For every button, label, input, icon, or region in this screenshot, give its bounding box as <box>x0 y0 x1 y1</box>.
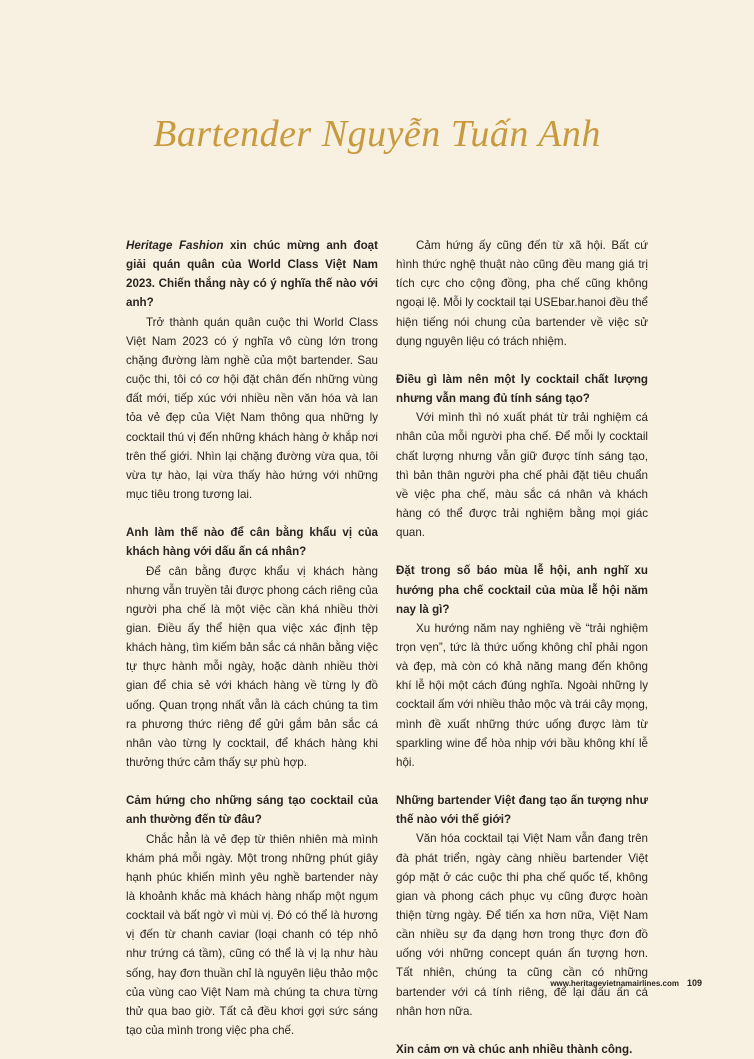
answer-4: Với mình thì nó xuất phát từ trải nghiệm cá nhân của mỗi người pha chế. Để mỗi ly cocktail chất lượng nhưng vẫn giữ được tính sáng tạo, thì bản thân người pha chế phải đặt tiêu chuẩn về việc pha chế, màu sắc cá nhân và khách hàng có thể được trải nghiệm bằng mọi giác quan. <box>396 411 648 540</box>
answer-1: Trở thành quán quân cuộc thi World Class Việt Nam 2023 có ý nghĩa vô cùng lớn trong chặng đường làm nghề của một bartender. Sau cuộc thi, tôi có cơ hội đặt chân đến những vùng đất mới, tiếp xúc với nhiều nền văn hóa và lan tỏa vẻ đẹp của Việt Nam thông qua những ly cocktail thú vị đến những khách hàng ở khắp nơi trên thế giới. Nhìn lại chặng đường vừa qua, tôi vừa tự hào, lại vừa thấy hào hứng với những mục tiêu trong tương lai. <box>126 315 378 502</box>
answer-3: Chắc hẳn là vẻ đẹp từ thiên nhiên mà mình khám phá mỗi ngày. Một trong những phút giây hạnh phúc khiến mình yêu nghề bartender này là khoảnh khắc mà khách hàng nhấp một ngụm cocktail và bất ngờ vì mùi vị. Đó có thể là hương vị đến từ chanh caviar (loại chanh có tép nhỏ như trứng cá tầm), cũng có thể là vị lạ như hàu sống, hay đơn thuần chỉ là nguyên liệu thảo mộc của vùng cao Việt Nam mà chúng ta chưa từng thử qua bao giờ. Tất cả đều khơi gợi sức sáng tạo của mình trong việc pha chế. <box>126 832 378 1038</box>
question-3: Cảm hứng cho những sáng tạo cocktail của anh thường đến từ đâu? <box>126 794 378 827</box>
footer-url: www.heritagevietnamairlines.com <box>550 979 679 988</box>
closing-line: Xin cảm ơn và chúc anh nhiều thành công. <box>396 1042 633 1056</box>
article-title: Bartender Nguyễn Tuấn Anh <box>153 113 601 155</box>
right-column <box>396 236 648 1059</box>
answer-6: Văn hóa cocktail tại Việt Nam vẫn đang trên đà phát triển, ngày càng nhiều bartender Việt góp mặt ở các cuộc thi pha chế quốc tế, không gian và phong cách phục vụ cũng được hoàn thiện từng ngày. Để tiến xa hơn nữa, Việt Nam cần nhiều sự đa dạng hơn trong thực đơn đồ uống với những concept quán ấn tượng hơn. Tất nhiên, chúng ta cũng cần có những bartender với cá tính riêng, để lại dấu ấn cá nhân hơn nữa. <box>396 832 648 1018</box>
question-5: Đặt trong số báo mùa lễ hội, anh nghĩ xu hướng pha chế cocktail của mùa lễ hội năm nay là gì? <box>396 564 648 616</box>
question-1: Heritage Fashion xin chúc mừng anh đoạt giải quán quân của World Class Việt Nam 2023. Chiến thắng này có ý nghĩa thế nào với anh? <box>126 239 378 310</box>
page-footer <box>550 978 702 988</box>
question-6: Những bartender Việt đang tạo ấn tượng như thế nào với thế giới? <box>396 794 648 827</box>
page-number: 109 <box>686 978 702 988</box>
answer-2: Để cân bằng được khẩu vị khách hàng nhưng vẫn truyền tải được phong cách riêng của người pha chế là một việc cần khá nhiều thời gian. Điều ấy thể hiện qua việc xác định tệp khách hàng, tìm kiếm bản sắc cá nhân bằng việc tự thực hành mỗi ngày, hoặc dành nhiều thời gian để chia sẻ với khách hàng về từng ly đồ uống. Quan trọng nhất vẫn là cách chúng ta tìm ra phương thức riêng để gửi gắm bản sắc cá nhân vào từng ly cocktail, để khách hàng khi thưởng thức cảm thấy sự phù hợp. <box>126 564 378 770</box>
left-column <box>126 236 378 1040</box>
question-4: Điều gì làm nên một ly cocktail chất lượng nhưng vẫn mang đủ tính sáng tạo? <box>396 372 648 406</box>
question-2: Anh làm thế nào để cân bằng khẩu vị của khách hàng với dấu ấn cá nhân? <box>126 526 378 559</box>
answer-3-continued: Cảm hứng ấy cũng đến từ xã hội. Bất cứ hình thức nghệ thuật nào cũng đều mang giá trị tích cực cho cộng đồng, pha chế cũng không ngoại lệ. Mỗi ly cocktail tại USEbar.hanoi đều thể hiện tiếng nói chung của bartender về việc sử dụng nguyên liệu có trách nhiệm. <box>396 239 648 348</box>
magazine-name: Heritage Fashion <box>126 239 224 252</box>
answer-5: Xu hướng năm nay nghiêng về “trải nghiệm trọn vẹn”, tức là thức uống không chỉ phải ngon và đẹp, mà còn có khả năng mang đến không khí lễ hội một cách đúng nghĩa. Ngoài những ly cocktail ấm với nhiều thảo mộc và trái cây mọng, mình đề xuất những thức uống được làm từ sparkling wine để hòa nhịp với bầu không khí lễ hội. <box>396 621 648 769</box>
